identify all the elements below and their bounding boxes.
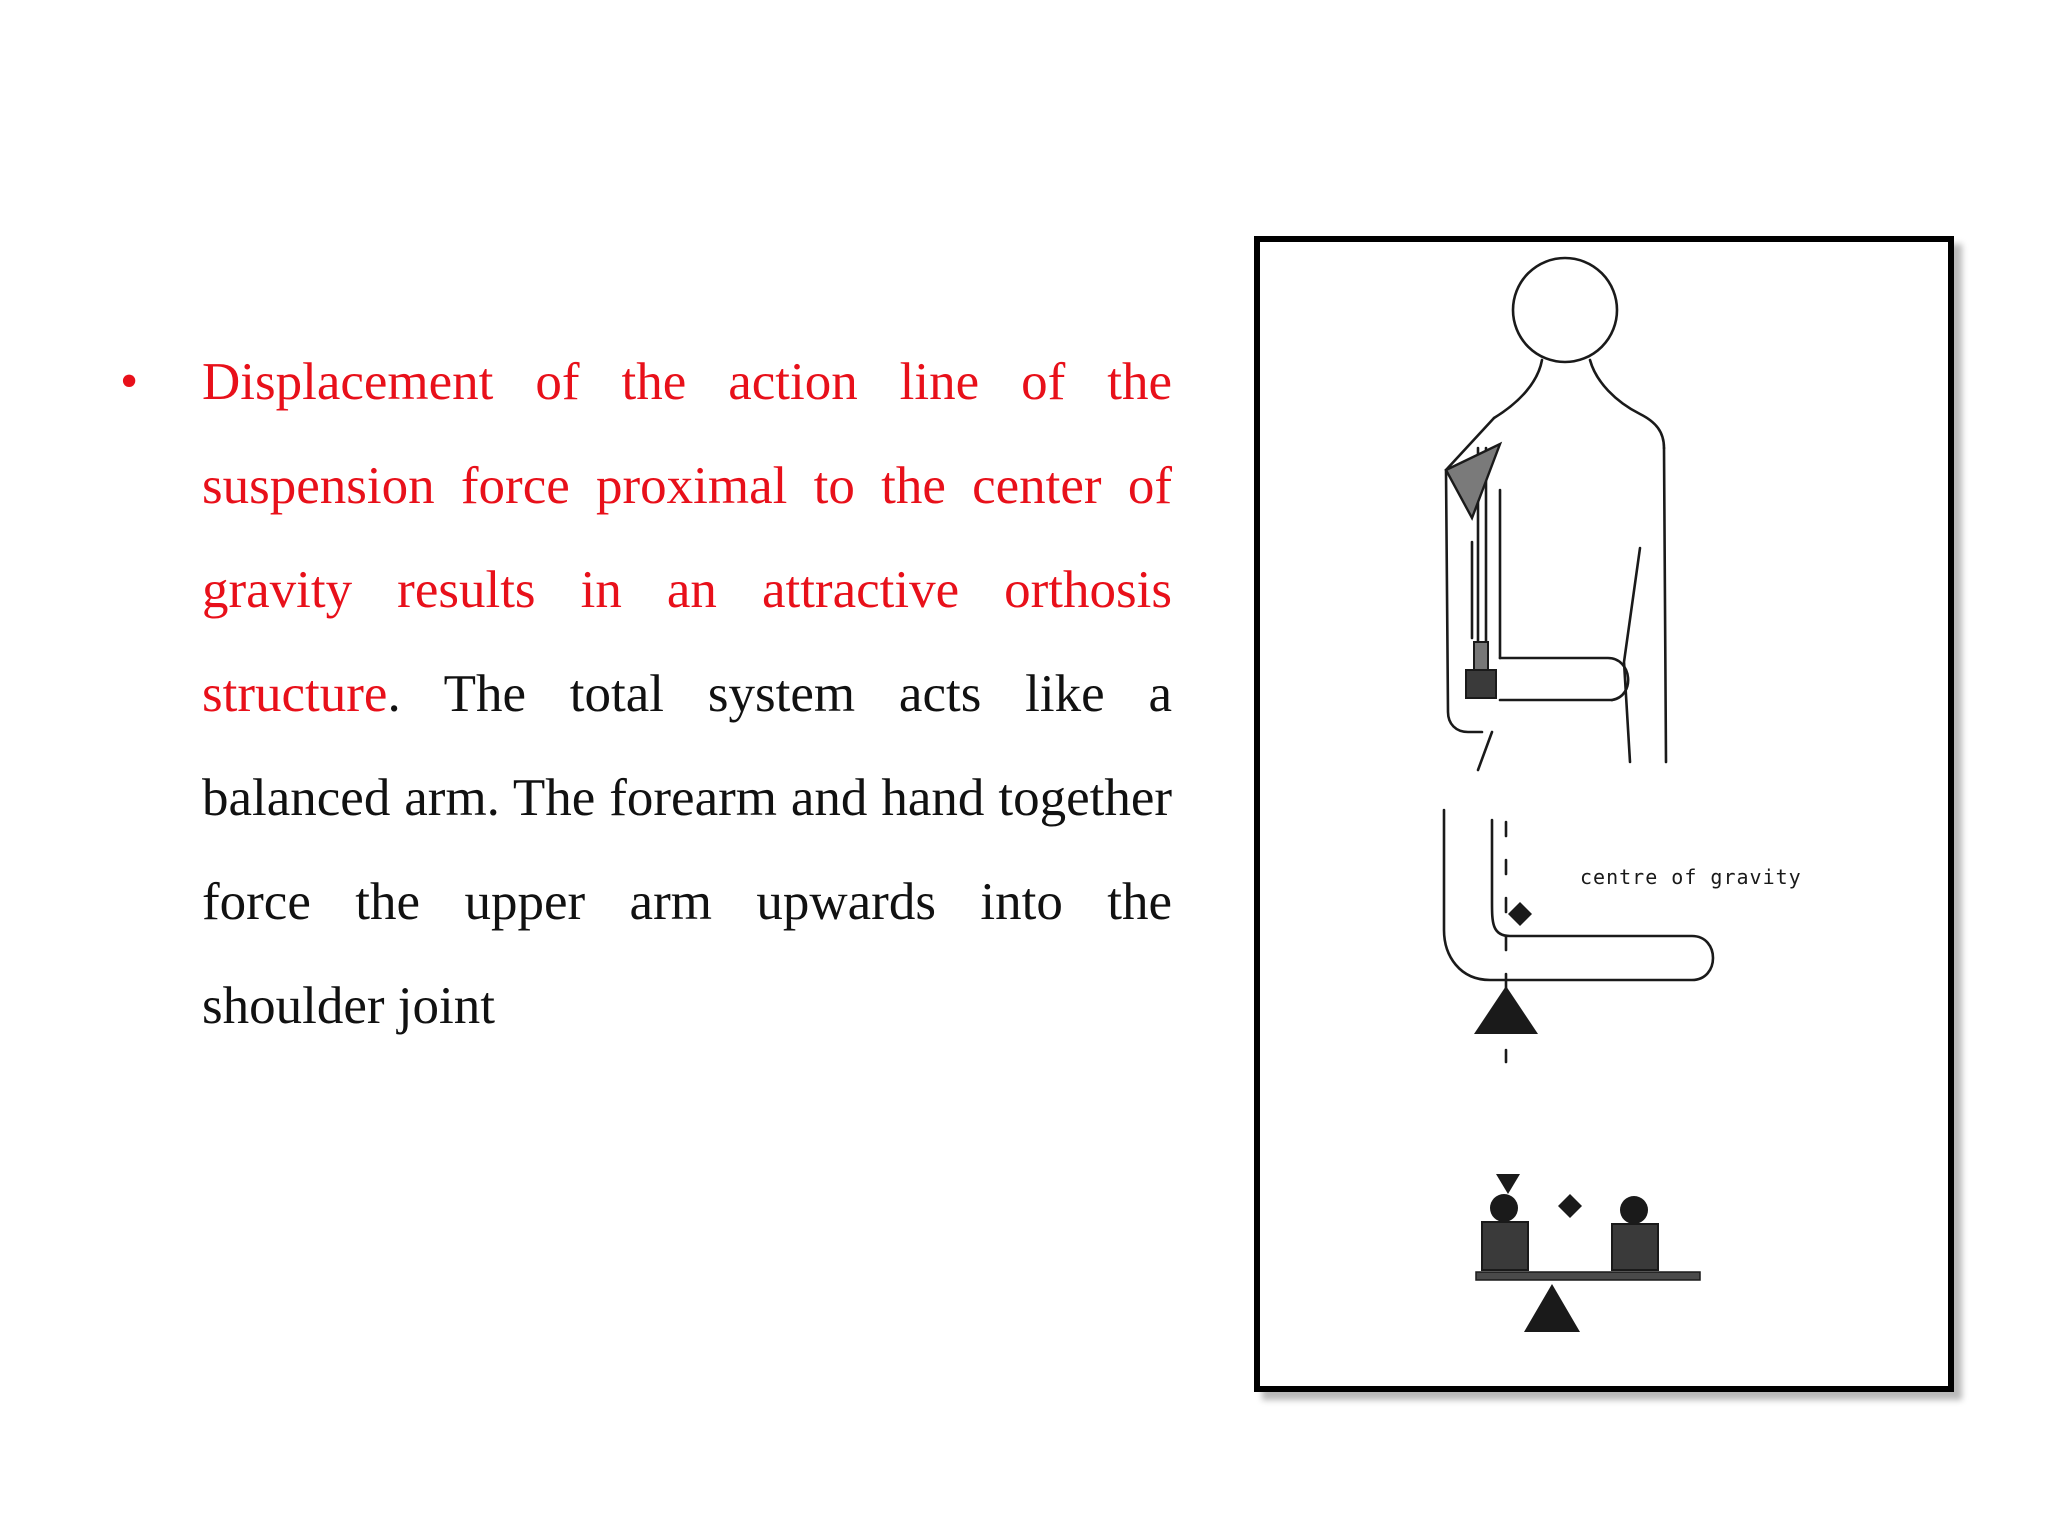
highlighted-text: Displacement of the action line of the suspension force proximal to the center of gravity results in an attractive orthosis structure — [202, 353, 1172, 723]
left-weight-ball — [1490, 1194, 1518, 1222]
lower-torso-left — [1478, 732, 1492, 770]
right-neck-line — [1590, 360, 1664, 448]
cuff-connector — [1474, 642, 1488, 670]
cuff-block — [1466, 670, 1496, 698]
right-weight-ball — [1620, 1196, 1648, 1224]
forearm-top — [1500, 658, 1628, 700]
right-torso-line — [1664, 448, 1666, 762]
cog-label: centre of gravity — [1580, 865, 1802, 889]
right-weight-block — [1612, 1224, 1658, 1270]
bullet-paragraph — [202, 330, 1172, 1058]
inner-torso-line — [1624, 548, 1640, 762]
head-shape — [1513, 258, 1617, 362]
middle-arm-outer — [1444, 810, 1713, 980]
left-weight-block — [1482, 1222, 1528, 1270]
bullet-marker: • — [120, 353, 139, 410]
body-text: . The total system acts like a balanced arm. The forearm and hand together force the upper arm upwards into the shoulder joint — [202, 665, 1172, 1035]
fulcrum-middle — [1474, 986, 1538, 1034]
orthosis-figure — [1254, 236, 1954, 1392]
cog-diamond-bottom — [1558, 1194, 1582, 1218]
top-inverted-triangle — [1496, 1174, 1520, 1194]
orthosis-illustration — [1260, 242, 1948, 1386]
shoulder-pad — [1446, 444, 1500, 518]
left-neck-line — [1494, 360, 1542, 418]
cog-diamond-middle — [1508, 902, 1532, 926]
fulcrum-bottom — [1524, 1284, 1580, 1332]
balance-beam — [1476, 1272, 1700, 1280]
